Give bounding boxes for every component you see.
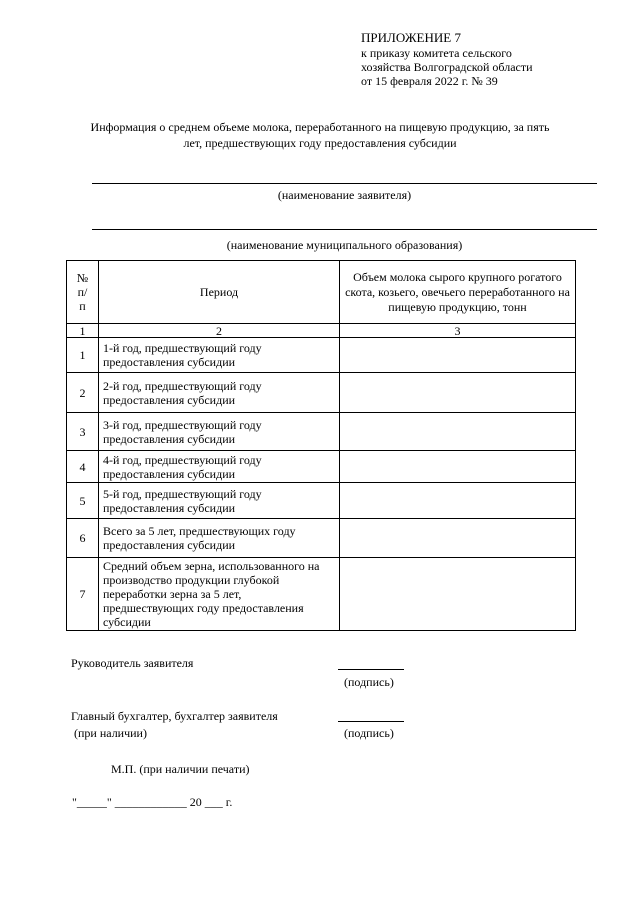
table-row (67, 558, 576, 631)
row-value[interactable] (340, 558, 576, 631)
row-value[interactable] (340, 451, 576, 483)
row-period: 1-й год, предшествующий году предоставления субсидии (99, 338, 340, 373)
applicant-name-line (92, 183, 597, 184)
appendix-line-1: к приказу комитета сельского (361, 46, 512, 60)
appendix-header (361, 30, 533, 88)
header-volume: Объем молока сырого крупного рогатого скота, козьего, овечьего переработанного на пищевую продукцию, тонн (340, 261, 576, 324)
table-row (67, 413, 576, 451)
table-row (67, 483, 576, 519)
accountant-signature-caption: (подпись) (344, 726, 394, 740)
index-cell: 2 (99, 324, 340, 338)
row-number: 4 (67, 451, 99, 483)
municipality-name-line (92, 229, 597, 230)
appendix-line-3: от 15 февраля 2022 г. № 39 (361, 74, 498, 88)
row-period: 2-й год, предшествующий году предоставления субсидии (99, 373, 340, 413)
applicant-caption: (наименование заявителя) (277, 188, 412, 202)
row-number: 5 (67, 483, 99, 519)
row-value[interactable] (340, 338, 576, 373)
table-row (67, 338, 576, 373)
subsidy-table (66, 260, 576, 631)
row-period: 4-й год, предшествующий году предоставления субсидии (99, 451, 340, 483)
row-value[interactable] (340, 519, 576, 558)
row-number: 7 (67, 558, 99, 631)
row-period: Всего за 5 лет, предшествующих году предоставления субсидии (99, 519, 340, 558)
head-signature-line[interactable] (338, 669, 404, 670)
row-value[interactable] (340, 483, 576, 519)
head-signature-caption: (подпись) (344, 675, 394, 689)
row-period: 3-й год, предшествующий году предоставления субсидии (99, 413, 340, 451)
accountant-signature-label: Главный бухгалтер, бухгалтер заявителя (71, 709, 278, 723)
table-index-row (67, 324, 576, 338)
row-period: 5-й год, предшествующий году предоставления субсидии (99, 483, 340, 519)
table-row (67, 519, 576, 558)
row-number: 3 (67, 413, 99, 451)
header-period: Период (99, 261, 340, 324)
municipality-caption: (наименование муниципального образования) (226, 238, 463, 252)
table-row (67, 373, 576, 413)
row-number: 6 (67, 519, 99, 558)
document-heading-line-2: лет, предшествующих году предоставления субсидии (183, 136, 457, 150)
row-value[interactable] (340, 413, 576, 451)
row-number: 2 (67, 373, 99, 413)
index-cell: 1 (67, 324, 99, 338)
head-signature-label: Руководитель заявителя (71, 656, 194, 670)
row-period: Средний объем зерна, использованного на производство продукции глубокой переработки зерна за 5 лет, предшествующих году предоставления субсидии (99, 558, 340, 631)
header-number: № п/п (67, 261, 99, 324)
appendix-line-2: хозяйства Волгоградской области (361, 60, 533, 74)
index-cell: 3 (340, 324, 576, 338)
accountant-signature-line[interactable] (338, 721, 404, 722)
accountant-note: (при наличии) (74, 726, 147, 740)
appendix-title: ПРИЛОЖЕНИЕ 7 (361, 30, 461, 45)
row-number: 1 (67, 338, 99, 373)
table-header-row (67, 261, 576, 324)
date-line[interactable]: "_____" ____________ 20 ___ г. (72, 795, 233, 809)
table-row (67, 451, 576, 483)
row-value[interactable] (340, 373, 576, 413)
stamp-label: М.П. (при наличии печати) (111, 762, 250, 776)
document-heading (80, 119, 560, 151)
document-heading-line-1: Информация о среднем объеме молока, переработанного на пищевую продукцию, за пять (90, 120, 550, 134)
